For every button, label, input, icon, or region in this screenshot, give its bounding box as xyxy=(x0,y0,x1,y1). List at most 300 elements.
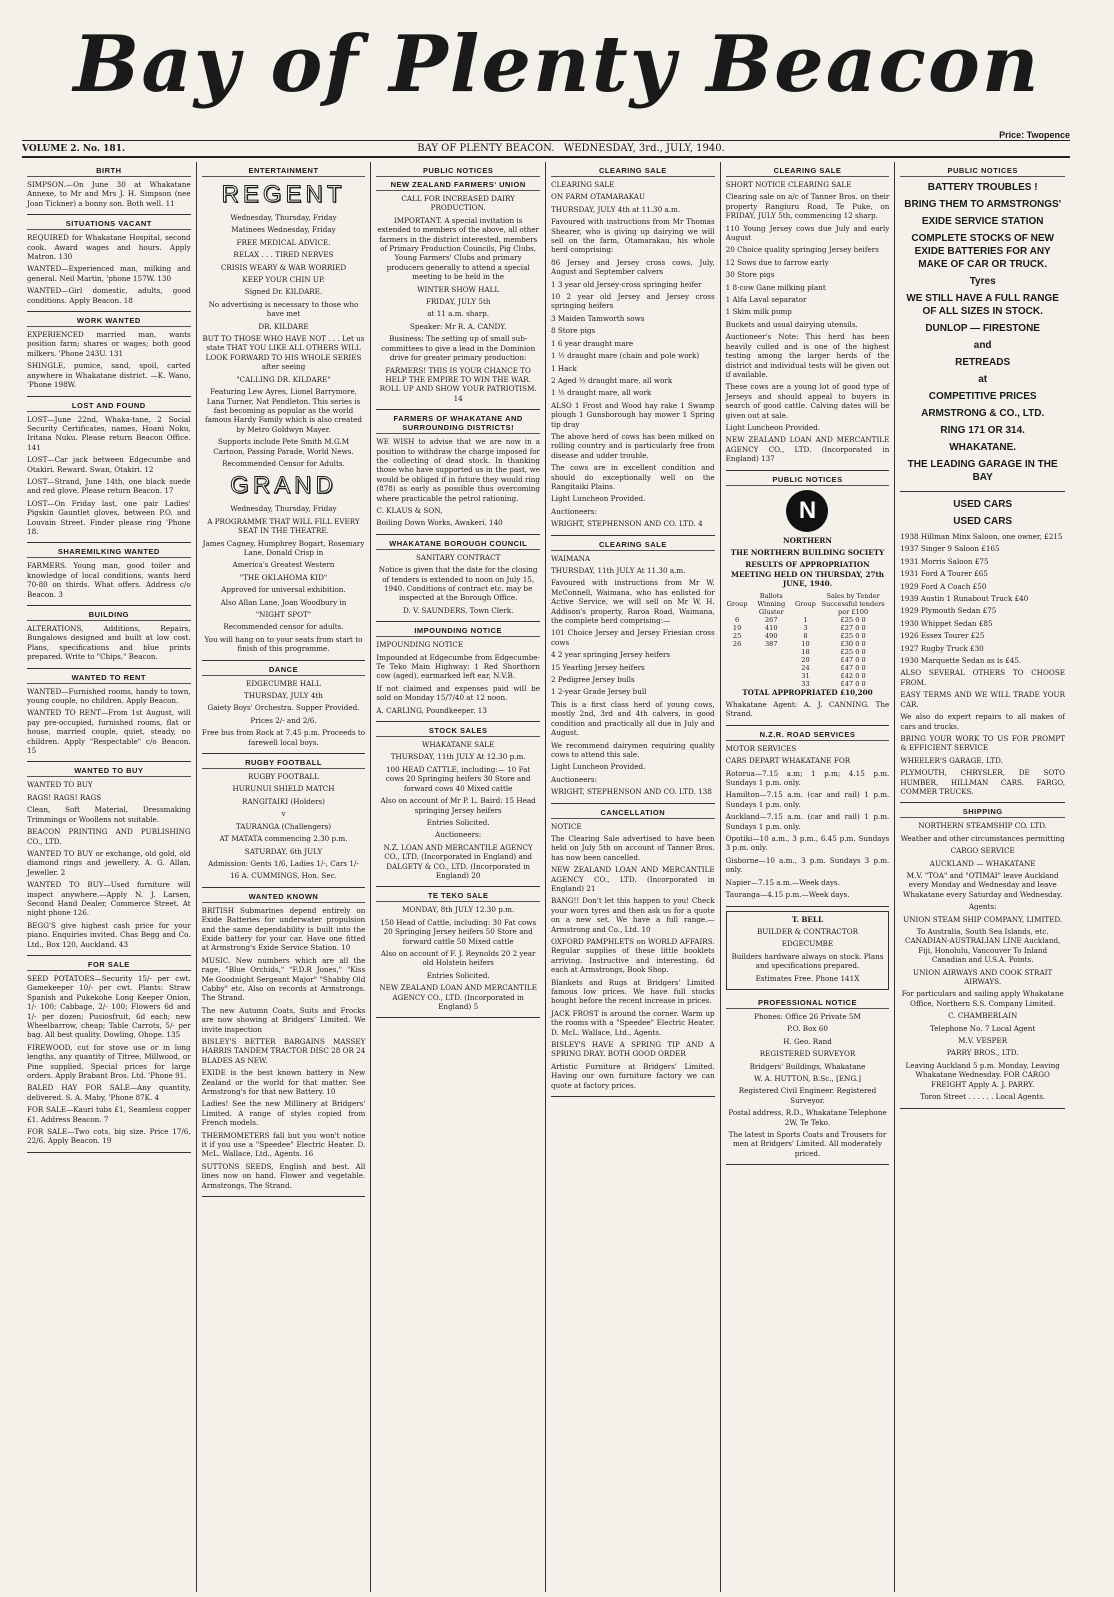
notice-text: Entries Solicited. xyxy=(426,817,490,827)
notice-text: Blankets and Rugs at Bridgers' Limited famous low prices. We have full stocks bought before the recent increase in prices. xyxy=(551,977,715,1006)
notice-text: WRIGHT, STEPHENSON AND CO. LTD. 4 xyxy=(551,519,703,529)
notice-text: BEACON PRINTING AND PUBLISHING CO., LTD. xyxy=(27,827,191,846)
notice-text: Toron Street . . . . . . Local Agents. xyxy=(920,1092,1046,1102)
notice-section xyxy=(900,803,1065,1108)
table-cell xyxy=(726,656,749,664)
notice-text: BISLEY'S BETTER BARGAINS MASSEY HARRIS TANDEM TRACTOR DISC 28 OR 24 BLADES AS NEW. xyxy=(201,1037,366,1065)
notice-text: ON FARM OTAMARAKAU xyxy=(551,192,646,202)
notice-section xyxy=(27,312,191,396)
section-heading: SITUATIONS VACANT xyxy=(27,219,191,230)
table-cell: 20 xyxy=(801,655,810,664)
notice-section xyxy=(376,622,540,722)
section-heading: PROFESSIONAL NOTICE xyxy=(726,998,890,1009)
notice-text: WANTED TO BUY xyxy=(27,780,93,790)
table-row xyxy=(726,672,890,680)
notice-text: Business: The setting up of small sub-committees to give a lead in the Dominion drive for greater primary production: xyxy=(381,334,536,363)
section-heading: CLEARING SALE xyxy=(726,166,890,177)
notice-text: THURSDAY, 11th JULY At 11.30 a.m. xyxy=(551,566,686,575)
notice-text: AT MATATA commencing 2.30 p.m. xyxy=(219,834,348,844)
notice-text: Wednesday, Thursday, Friday xyxy=(230,504,337,514)
notice-text: NOTICE xyxy=(551,821,582,831)
notice-text: Light Luncheon Provided. xyxy=(725,422,821,432)
notice-text: Rotorua—7.15 a.m; 1 p.m; 4.15 p.m. Sundays 1 p.m. only. xyxy=(725,768,890,788)
notice-text: COMPETITIVE PRICES xyxy=(928,391,1037,402)
table-cell: 1 xyxy=(803,615,808,624)
notice-text: Boiling Down Works, Awakeri. 140 xyxy=(376,518,503,528)
notice-text: 110 Young Jersey cows due July and early August xyxy=(725,223,890,243)
notice-text: SEED POTATOES—Security 15/- per cwt. Gamekeeper 10/- per cwt. Plants: Straw Spanish and Pukekohe Long Keeper Onion, 1/- 100; Cabbage, 2/- 100; Flowers 6d and 1/- per dozen; Pusiosfruit, 6d each; new Wheelbarrow, cheap; Table Carrots, 5/- per bag. All best quality. Dowling, Ohope. 135 xyxy=(27,973,191,1040)
notice-text: Telephone No. 7 Local Agent xyxy=(930,1023,1036,1033)
notice-text: v xyxy=(281,809,286,819)
notice-section xyxy=(376,410,540,535)
section-heading: STOCK SALES xyxy=(376,726,540,737)
notice-text: This is a first class herd of young cows, mostly 2nd, 3rd and 4th calvers, in good condition and practically all due in July and August. xyxy=(551,699,715,738)
notice-text: BRITISH Submarines depend entirely on Exide Batteries for underwater propulsion and the same dependability is built into the Exide battery for your car. Have one fitted at Armstrong's Exide Service Station. 10 xyxy=(201,905,366,953)
notice-text: REGISTERED SURVEYOR xyxy=(759,1049,856,1059)
notice-text: ARMSTRONG & CO., LTD. xyxy=(921,408,1045,419)
notice-section xyxy=(551,536,715,804)
notice-text: 1926 Essex Tourer £25 xyxy=(900,631,985,641)
table-row xyxy=(726,632,890,640)
section-heading: CLEARING SALE xyxy=(551,540,715,551)
agent: Whakatane Agent: A. J. CANNING. The Strand. xyxy=(725,700,890,719)
notice-text: Registered Civil Engineer. Registered Surveyor. xyxy=(738,1086,877,1105)
notice-text: N.Z. LOAN AND MERCANTILE AGENCY CO., LTD. (Incorporated in England) and DALGETY & CO., LTD. (Incorporated in England) 20 xyxy=(383,842,533,880)
notice-text: A. CARLING, Poundkeeper. 13 xyxy=(376,705,487,715)
table-header: Ballots Winning Gluster xyxy=(757,591,786,616)
notice-text: P.O. Box 60 xyxy=(787,1024,828,1034)
notice-text: Ladies! See the new Millinery at Bridgers' Limited. A range of styles copied from French models. xyxy=(201,1099,366,1128)
notice-text: ALTERATIONS, Additions, Repairs, Bungalows designed and built at low cost. Plans, specifications and blue prints prepared. Write to "Chips," Beacon. xyxy=(27,624,191,662)
notice-text: 1 3 year old Jersey-cross springing heifer xyxy=(551,279,702,289)
price: Price: Twopence xyxy=(999,130,1070,140)
notice-text: BANG!! Don't let this happen to you! Check your worn tyres and then ask us for a quote on a new set. We have a full range.—Armstrong and Co., Ltd. 10 xyxy=(551,896,715,934)
column-5 xyxy=(721,162,896,1592)
section-heading: FARMERS OF WHAKATANE AND SURROUNDING DISTRICTS! xyxy=(376,414,540,434)
notice-text: EASY TERMS AND WE WILL TRADE YOUR CAR. xyxy=(900,690,1065,709)
notice-text: BEGG'S give highest cash price for your piano. Enquiries invited. Chas Begg and Co. Ltd., Box 120, Auckland. 43 xyxy=(27,920,191,949)
table-cell: 8 xyxy=(803,631,808,640)
northern-logo-icon: N xyxy=(786,490,828,532)
notice-section xyxy=(27,956,191,1153)
notice-text: FOR SALE—Two cots, big size. Price 17/6, 22/6. Apply Beacon. 19 xyxy=(27,1127,191,1146)
notice-text: EXIDE is the best known battery in New Zealand or the world for that matter. See Armstrong's for that new Battery. 10 xyxy=(201,1068,366,1097)
notice-text: 1927 Rugby Truck £30 xyxy=(900,643,984,653)
section-heading: WANTED KNOWN xyxy=(202,892,366,903)
notice-text: Light Luncheon Provided. xyxy=(551,762,646,772)
notice-text: America's Greatest Western xyxy=(232,560,335,570)
notice-text: 1938 Hillman Minx Saloon, one owner, £215 xyxy=(900,532,1063,541)
notice-text: BATTERY TROUBLES ! xyxy=(927,182,1038,193)
notice-text: WANTED TO BUY or exchange, old gold, old diamond rings and jewellery. A. G. Allan, Jeweller. 2 xyxy=(27,848,191,877)
section-heading: IMPOUNDING NOTICE xyxy=(376,626,540,637)
notice-text: BUILDER & CONTRACTOR xyxy=(756,926,858,936)
table-cell: £25 0 0 xyxy=(840,647,866,656)
section-heading: PUBLIC NOTICES xyxy=(376,166,540,177)
subheading: NEW ZEALAND FARMERS' UNION xyxy=(376,180,540,191)
notice-text: WANTED TO BUY—Used furniture will inspect anywhere.—Apply N. J. Larsen, Second Hand Dealer, Commerce Street. At night phone 126. xyxy=(27,880,191,918)
table-cell: £47 0 0 xyxy=(840,679,866,688)
notice-text: "THE OKLAHOMA KID" xyxy=(239,572,328,582)
issue-date: WEDNESDAY, 3rd., JULY, 1940. xyxy=(563,143,725,154)
notice-text: EXIDE SERVICE STATION xyxy=(921,216,1044,227)
bell-ad xyxy=(726,911,890,990)
notice-text: HURUNUI SHIELD MATCH xyxy=(232,784,335,794)
notice-text: Napier—7.15 a.m.—Week days. xyxy=(725,877,841,887)
notice-text: We recommend dairymen requiring quality cows to attend this sale. xyxy=(551,740,715,759)
notice-text: WINTER SHOW HALL xyxy=(417,284,500,294)
notice-text: BALED HAY FOR SALE—Any quantity, delivered. S. A. Maby, 'Phone 87K. 4 xyxy=(27,1083,191,1102)
notice-section xyxy=(27,543,191,606)
notice-text: Clearing sale on a/c of Tanner Bros. on their property Rangiuru Road, Te Puke, on FRIDAY, JULY 5th, commencing 12 sharp. xyxy=(725,192,890,221)
notice-text: 20 Choice quality springing Jersey heifers xyxy=(725,245,879,255)
entertainment-section xyxy=(202,162,366,661)
notice-section xyxy=(551,162,715,536)
notice-text: If not claimed and expenses paid will be sold on Monday 15/7/40 at 12 noon. xyxy=(376,683,540,703)
notice-text: Buckets and usual dairying utensils. xyxy=(725,319,858,329)
section-heading: TE TEKO SALE xyxy=(376,891,540,902)
notice-text: CRISIS WEARY & WAR WORRIED xyxy=(220,262,347,272)
notice-text: ALSO 1 Frost and Wood hay rake 1 Swamp plough 1 Gunsborough hay mower 1 Spring tip dray xyxy=(551,400,715,429)
notice-text: Weather and other circumstances permitting xyxy=(900,833,1065,843)
notice-text: WHEELER'S GARAGE, LTD. xyxy=(900,755,1003,765)
notice-text: EXPERIENCED married man, wants position farm; shares or wages; both good milkers. 'Phone 243U. 131 xyxy=(27,330,191,358)
section-heading: PUBLIC NOTICES xyxy=(726,475,890,486)
notice-text: For particulars and sailing apply Whakatane Office, Northern S.S. Company Limited. xyxy=(901,989,1064,1008)
notice-text: Favoured with instructions from Mr Thomas Shearer, who is giving up dairying we will sell on the farm, Otamarakau, his whole herd comprising: xyxy=(551,217,715,255)
notice-section xyxy=(27,669,191,763)
notice-text: 1 8-cow Gane milking plant xyxy=(725,282,826,292)
table-cell: 33 xyxy=(801,679,810,688)
notice-text: FIREWOOD, cut for stove use or in long lengths, any quantity of Titree, Millwood, or Pine supplied. Special prices for large orders. Apply Brabant Bros. Ltd. 'Phone 91. xyxy=(27,1042,191,1081)
notice-text: LOST—Strand, June 14th, one black suede and red glove. Please return Beacon. 17 xyxy=(27,476,191,496)
notice-text: We also do expert repairs to all makes of cars and trucks. xyxy=(900,712,1065,731)
notice-text: 2 Aged ½ draught mare, all work xyxy=(551,375,673,385)
table-cell: 267 xyxy=(764,615,778,624)
notice-text: Tauranga—4.15 p.m.—Week days. xyxy=(725,890,850,900)
used-cars xyxy=(900,492,1065,803)
notice-text: Recommended censor for adults. xyxy=(223,622,344,632)
notice-section xyxy=(27,762,191,956)
notice-text: at xyxy=(978,374,988,385)
notice-text: 16 A. CUMMINGS, Hon. Sec. xyxy=(230,871,337,881)
notice-text: SHORT NOTICE CLEARING SALE xyxy=(725,180,852,189)
notice-text: PARRY BROS., LTD. xyxy=(946,1048,1019,1058)
table-cell: £42 0 0 xyxy=(840,671,866,680)
notice-text: Featuring Lew Ayres, Lionel Barrymore, Lana Turner, Nat Pendleton. This series is fast becoming as popular as the world famous Hardy Family which is also created by Metro Goldwyn Mayer. xyxy=(204,387,363,434)
table-cell: 3 xyxy=(803,623,808,632)
table-cell xyxy=(749,648,795,656)
notice-section xyxy=(726,726,890,907)
notice-section xyxy=(376,887,540,1018)
notice-text: 10 2 year old Jersey and Jersey cross springing heifers xyxy=(551,292,715,311)
notice-section xyxy=(726,994,890,1165)
notice-text: 150 Head of Cattle, including: 30 Fat cows 20 Springing Jersey heifers 50 Store and forward cattle 50 Mixed cattle xyxy=(380,917,537,946)
notice-text: Entries Solicited. xyxy=(426,970,490,980)
notice-text: 1 Alfa Laval separator xyxy=(725,295,807,305)
table-row xyxy=(726,656,890,664)
notice-text: 1 6 year draught mare xyxy=(551,338,634,348)
notice-text: Wednesday, Thursday, Friday xyxy=(230,213,337,222)
notice-text: 1939 Austin 1 Runabout Truck £40 xyxy=(900,594,1029,604)
notice-text: JACK FROST is around the corner. Warm up the rooms with a "Speedee" Electric Heater. D. McL. Wallace, Ltd., Agents. xyxy=(551,1008,715,1037)
section-heading: RUGBY FOOTBALL xyxy=(202,758,366,769)
table-cell: 490 xyxy=(764,631,778,640)
notice-text: THURSDAY, 11th JULY At 12.30 p.m. xyxy=(390,752,526,762)
notice-text: ALSO SEVERAL OTHERS TO CHOOSE FROM. xyxy=(900,668,1065,687)
regent-logo: REGENT xyxy=(221,181,346,208)
notice-text: MUSIC. New numbers which are all the rage, "Blue Orchids," "F.D.R Jones," "Kiss Me Goodnight Sergeant Major" "Shabby Old Cabby" etc. Also on records at Armstrongs. The Strand. xyxy=(201,955,366,1003)
table-cell: 387 xyxy=(764,639,778,648)
notice-text: 1929 Ford A Coach £50 xyxy=(900,581,987,591)
notice-text: Approved for universal exhibition. xyxy=(221,585,346,595)
notice-text: These cows are a young lot of good type of Jerseys and should appeal to buyers in search of good cattle. Calving dates will be given out at sale. xyxy=(725,382,890,420)
notice-section xyxy=(202,754,366,888)
section-heading: N.Z.R. ROAD SERVICES xyxy=(726,730,890,741)
table-cell: £47 0 0 xyxy=(840,655,866,664)
section-heading: WORK WANTED xyxy=(27,316,191,327)
notice-text: Recommended Censor for Adults. xyxy=(222,458,345,468)
notice-text: CLEARING SALE xyxy=(551,180,615,189)
notice-text: 4 2 year springing Jersey heifers xyxy=(551,650,671,660)
table-header: Sales by Tender Successful tenders per £100 xyxy=(821,591,885,616)
notice-text: 1 ½ draught mare (chain and pole work) xyxy=(551,351,700,361)
notice-text: Bridgers' Buildings, Whakatane xyxy=(749,1061,866,1071)
notice-text: The Clearing Sale advertised to have been held on July 5th on account of Tanner Bros. has now been cancelled. xyxy=(551,833,715,862)
table-cell: 6 xyxy=(734,615,740,624)
table-cell xyxy=(726,648,749,656)
notice-text: THURSDAY, JULY 4th at 11.30 a.m. xyxy=(551,204,681,214)
notice-text: IMPOUNDING NOTICE xyxy=(376,640,464,650)
notice-text: THE NORTHERN BUILDING SOCIETY xyxy=(730,547,885,557)
notice-text: WANTED—Experienced man, milking and general. Neil Martin, 'phone 157W. 130 xyxy=(27,264,191,283)
table-cell xyxy=(749,680,795,688)
notice-text: WHAKATANE SALE xyxy=(422,740,495,750)
notice-text: Also Allan Lane, Joan Woodbury in xyxy=(220,597,347,607)
table-cell xyxy=(726,672,749,680)
notice-text: BISLEY'S HAVE A SPRING TIP AND A SPRING DRAY. BOTH GOOD ORDER xyxy=(551,1040,715,1059)
notice-text: NEW ZEALAND LOAN AND MERCANTILE AGENCY CO., LTD. (Incorporated in England) 21 xyxy=(551,865,715,893)
section-heading: DANCE xyxy=(202,665,366,676)
notice-text: RING 171 OR 314. xyxy=(940,425,1025,436)
notice-text: M.V. "TOA" and "OTIMAI" leave Auckland every Monday and Wednesday and leave Whakatane every Saturday and Wednesday. xyxy=(903,870,1063,899)
total-appropriated: TOTAL APPROPRIATED £10,200 xyxy=(742,687,873,697)
notice-text: WE STILL HAVE A FULL RANGE OF ALL SIZES IN STOCK. xyxy=(906,293,1059,317)
notice-text: W. A. HUTTON, B.Sc., [ENG.] xyxy=(753,1073,862,1083)
notice-text: 100 HEAD CATTLE, including:— 10 Fat cows 20 Springing heifers 30 Store and forward cows 40 Mixed cattle xyxy=(385,764,531,793)
notice-text: TAURANGA (Challengers) xyxy=(235,821,332,831)
section-heading: BIRTH xyxy=(27,166,191,177)
notice-text: 3 Maiden Tamworth sows xyxy=(551,313,645,323)
table-cell: £25 0 0 xyxy=(840,631,866,640)
notice-text: REQUIRED for Whakatane Hospital, second cook. Award wages and hours. Apply Matron. 130 xyxy=(27,233,191,262)
notice-text: NEW ZEALAND LOAN AND MERCANTILE AGENCY CO., LTD. (Incorporated in England) 137 xyxy=(725,435,890,464)
notice-text: 1930 Marquette Sedan as is £45. xyxy=(900,656,1022,666)
section-heading: PUBLIC NOTICES xyxy=(900,166,1065,177)
section-heading: WANTED TO BUY xyxy=(27,766,191,777)
notice-text: THE LEADING GARAGE IN THE BAY xyxy=(907,459,1058,483)
table-row xyxy=(726,616,890,624)
notice-text: UNION STEAM SHIP COMPANY, LIMITED. xyxy=(903,914,1063,924)
notice-text: PLYMOUTH, CHRYSLER, DE SOTO HUMBER, HILLMAN CARS. FARGO, COMMER TRUCKS. xyxy=(900,768,1065,796)
notice-text: Tyres xyxy=(969,276,996,287)
notice-text: Admission: Gents 1/6, Ladies 1/-, Cars 1/- xyxy=(208,858,359,868)
table-cell xyxy=(726,680,749,688)
notice-text: H. Geo. Rand xyxy=(783,1036,832,1046)
notice-text: Leaving Auckland 5 p.m. Monday, Leaving Whakatane Wednesday. FOR CARGO FREIGHT Apply A. J. PARRY. xyxy=(905,1060,1060,1089)
notice-section xyxy=(27,397,191,544)
table-row xyxy=(726,648,890,656)
table-cell xyxy=(749,656,795,664)
notice-text: Phones: Office 26 Private 5M xyxy=(754,1011,861,1021)
table-cell: 19 xyxy=(732,623,742,632)
notice-text: SIMPSON.—On June 30 at Whakatane Annexe, to Mr and Mrs J. H. Simpson (nee Joan Tickner) a bonny son. Both well. 11 xyxy=(27,180,191,208)
section-heading: WHAKATANE BOROUGH COUNCIL xyxy=(376,539,540,550)
notice-text: Favoured with instructions from Mr W. McConnell, Waimana, who has enlisted for Active Service, we will sell on Mr W. H. Addison's property, Raroa Road, Waimana, the complete herd comprising:— xyxy=(551,578,715,626)
notice-text: WE WISH to advise that we are now in a position to withdraw the charge imposed for the collecting of dead stock. In thanking those who have supported us in the past, we would be obliged if in future they would ring (878) as early as possible thus overcoming where practicable the petrol rationing. xyxy=(376,437,540,503)
notice-text: Auctioneers: xyxy=(551,506,598,516)
notice-section xyxy=(27,162,191,215)
notice-text: No advertising is necessary to those who have met xyxy=(208,299,359,319)
notice-text: Artistic Furniture at Bridgers' Limited. Having our own furniture factory we can quote at factory prices. xyxy=(551,1061,715,1090)
notice-text: RELAX . . . TIRED NERVES xyxy=(233,250,334,260)
notice-text: Auctioneer's Note: This herd has been heavily culled and is one of the highest testing among the larger herds of the district and individual tests will be given out if available. xyxy=(725,332,890,379)
notice-text: 1 ½ draught mare, all work xyxy=(551,388,652,398)
table-cell: £27 0 0 xyxy=(840,623,866,632)
table-cell: £25 0 0 xyxy=(840,615,866,624)
table-cell: £30 0 0 xyxy=(840,639,866,648)
notice-text: BRING THEM TO ARMSTRONGS' xyxy=(904,199,1062,210)
section-heading: SHIPPING xyxy=(900,807,1065,818)
notice-text: AUCKLAND — WHAKATANE xyxy=(929,858,1036,868)
section-heading: CLEARING SALE xyxy=(551,166,715,177)
notice-text: "CALLING DR. KILDARE" xyxy=(236,374,331,384)
paper-name: BAY OF PLENTY BEACON. xyxy=(417,143,555,154)
section-heading: ENTERTAINMENT xyxy=(202,166,366,177)
notice-text: FARMERS! THIS IS YOUR CHANCE TO HELP THE EMPIRE TO WIN THE WAR. ROLL UP AND SHOW YOUR PATRIOTISM. 14 xyxy=(379,365,537,403)
notice-text: KEEP YOUR CHIN UP. xyxy=(242,275,325,285)
notice-text: Postal address, R.D., Whakatane Telephone 2W, Te Teko. xyxy=(728,1108,887,1127)
notice-text: RESULTS OF APPROPRIATION MEETING HELD ON THURSDAY, 27th JUNE, 1940. xyxy=(730,560,884,589)
notice-text: 101 Choice Jersey and Jersey Friesian cross cows xyxy=(551,628,715,647)
notice-text: 1 Hack xyxy=(551,363,577,373)
notice-text: Prices 2/- and 2/6. xyxy=(250,715,317,725)
dateline xyxy=(22,140,1070,158)
notice-section xyxy=(551,804,715,1098)
notice-text: EDGECUMBE xyxy=(781,939,834,949)
notice-text: Auctioneers: xyxy=(551,774,598,784)
masthead-title: Bay of Plenty Beacon xyxy=(73,19,1041,110)
notice-text: FARMERS. Young man, good toiler and knowledge of local conditions, wants herd 70-80 on thirds. What offers. Address c/o Beacon. 3 xyxy=(27,561,191,599)
notice-text: BRING YOUR WORK TO US FOR PROMPT & EFFICIENT SERVICE xyxy=(900,733,1065,753)
notice-text: FRIDAY, JULY 5th xyxy=(425,297,491,307)
notice-text: The latest in Sports Coats and Trousers for men at Bridgers' Limited. All moderately priced. xyxy=(728,1130,887,1158)
table-cell xyxy=(749,672,795,680)
notice-text: LOST—Car jack between Edgecumbe and Otakiri. Reward. Swan, Otakiri. 12 xyxy=(27,455,191,474)
notice-text: Opotiki—10 a.m., 3 p.m., 6.45 p.m. Sundays 3 p.m. only. xyxy=(725,834,890,853)
notice-text: 1931 Ford A Tourer £65 xyxy=(900,569,988,579)
notice-text: 1937 Singer 9 Saloon £165 xyxy=(900,544,1000,554)
notice-text: RAGS! RAGS! RAGS xyxy=(27,792,102,802)
notice-text: Hamilton—7.15 a.m. (car and rail) 1 p.m. Sundays 1 p.m. only. xyxy=(725,790,890,809)
notice-text: 8 Store pigs xyxy=(551,326,596,336)
table-row xyxy=(726,664,890,672)
notice-text: Impounded at Edgecumbe from Edgecumbe-Te Teko Main Highway: 1 Red Shorthorn cow (aged), earmarked left ear, N.V.B. xyxy=(376,652,540,681)
notice-text: NEW ZEALAND LOAN AND MERCANTILE AGENCY CO., LTD. (Incorporated in England) 5 xyxy=(379,983,537,1011)
notice-text: SANITARY CONTRACT xyxy=(415,552,501,562)
northern-building-society xyxy=(726,471,890,726)
notice-text: at 11 a.m. sharp. xyxy=(427,309,490,319)
notice-text: Estimates Free. Phone 141X xyxy=(755,973,860,983)
notice-text: James Cagney, Humphrey Bogart, Rosemary Lane, Donald Crisp in xyxy=(202,538,365,557)
notice-text: SATURDAY, 6th JULY xyxy=(244,846,323,856)
notice-section xyxy=(726,162,890,471)
table-cell xyxy=(749,664,795,672)
notice-section xyxy=(376,722,540,887)
section-heading: SHAREMILKING WANTED xyxy=(27,547,191,558)
notice-text: Auctioneers: xyxy=(435,830,482,840)
notice-section xyxy=(202,661,366,754)
notice-text: LOST—June 22nd, Whaka-tane, 2 Social Security Certificates, names, Hoani Noku, Iritana Nuku. Please return Beacon Office. 141 xyxy=(27,414,191,452)
table-cell: 410 xyxy=(764,623,778,632)
notice-text: FREE MEDICAL ADVICE. xyxy=(236,237,331,247)
notice-text: USED CARS xyxy=(953,516,1013,527)
notice-text: RETREADS xyxy=(955,357,1011,368)
notice-text: DR. KILDARE xyxy=(258,321,309,331)
notice-text: EDGECUMBE HALL xyxy=(246,678,321,688)
notice-text: MONDAY, 8th JULY 12.30 p.m. xyxy=(402,905,515,915)
notice-text: Also on account of F. J. Reynolds 20 2 year old Holstein heifers xyxy=(380,948,536,968)
table-cell: 18 xyxy=(801,647,810,656)
notice-text: Agents: xyxy=(968,902,997,912)
notice-text: 1929 Plymouth Sedan £75 xyxy=(900,606,997,616)
notice-text: Builders hardware always on stock. Plans and specifications prepared. xyxy=(731,951,884,971)
table-cell: 31 xyxy=(801,671,810,680)
notice-text: C. KLAUS & SON, xyxy=(376,505,443,515)
notice-text: USED CARS xyxy=(953,499,1013,510)
notice-text: MOTOR SERVICES xyxy=(725,743,797,753)
notice-text: 1 2-year Grade Jersey bull xyxy=(551,687,647,697)
table-row xyxy=(726,680,890,688)
notice-text: WRIGHT, STEPHENSON AND CO. LTD. 138 xyxy=(551,787,712,797)
notice-text: IMPORTANT. A special invitation is extended to members of the above, all other farmers in the district interested, members of Primary Production Councils, Pig Clubs, Young Farmers' Clubs and primary producers generally to attend a special meeting to be held in the xyxy=(377,215,539,282)
notice-text: NORTHERN STEAMSHIP CO. LTD. xyxy=(918,821,1048,831)
notice-text: The cows are in excellent condition and should do exceptionally well on the Rangitaiki Plains. xyxy=(551,463,715,491)
notice-text: WANTED—Girl domestic, adults, good conditions. Apply Beacon. 18 xyxy=(27,286,191,305)
notice-text: SHINGLE, pumice, sand, spoil, carted anywhere in Whakatane district. —K. Wano, 'Phone 198W. xyxy=(27,361,191,390)
dateline-center xyxy=(192,143,1070,154)
notice-text: SUTTONS SEEDS, English and best. All lines now on hand. Flower and vegetable. Armstrongs, The Strand. xyxy=(201,1161,366,1190)
table-row xyxy=(726,624,890,632)
section-heading: FOR SALE xyxy=(27,960,191,971)
column-2 xyxy=(197,162,372,1592)
table-cell: 25 xyxy=(732,631,742,640)
section-heading: BUILDING xyxy=(27,610,191,621)
notice-text: Gisborne—10 a.m., 3 p.m. Sundays 3 p.m. only. xyxy=(725,855,890,875)
notice-text: 1 Skim milk pump xyxy=(725,307,792,317)
notice-text: CARGO SERVICE xyxy=(950,846,1015,856)
table-cell: 24 xyxy=(801,663,810,672)
ballot-table xyxy=(726,592,890,688)
notice-text: You will hang on to your seats from start to finish of this programme. xyxy=(204,634,363,654)
notice-text: RUGBY FOOTBALL xyxy=(248,772,319,782)
notice-text: "NIGHT SPOT" xyxy=(255,610,312,619)
notice-section xyxy=(27,606,191,669)
notice-text: 12 Sows due to farrow early xyxy=(725,257,829,267)
notice-text: CARS DEPART WHAKATANE FOR xyxy=(725,756,851,766)
notice-section xyxy=(27,215,191,312)
table-cell: £47 0 0 xyxy=(840,663,866,672)
